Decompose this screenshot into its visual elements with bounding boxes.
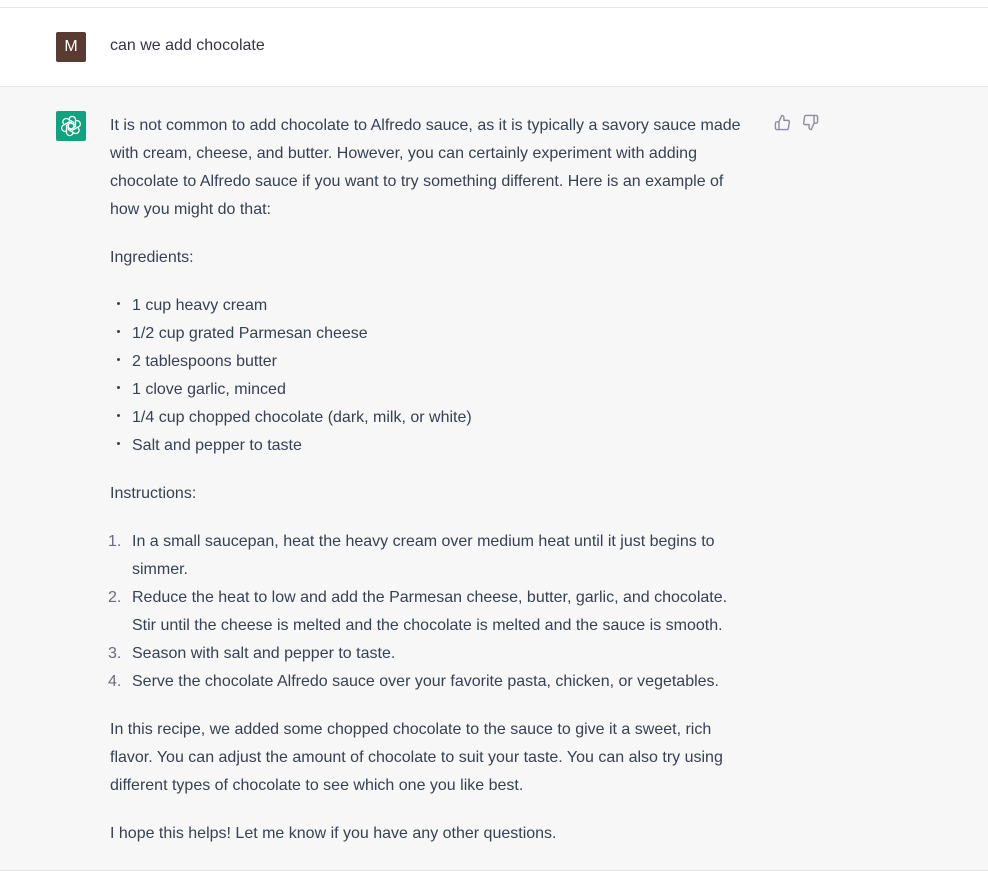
feedback-buttons xyxy=(773,113,819,131)
thumbs-down-icon xyxy=(802,114,819,131)
list-item: 1/2 cup grated Parmesan cheese xyxy=(110,320,750,348)
ingredients-heading: Ingredients: xyxy=(110,249,194,266)
list-item xyxy=(110,584,750,640)
explanation-paragraph: In this recipe, we added some chopped chocolate to the sauce to give it a sweet, rich flavor. You can adjust the amount of chocolate to suit your taste. You can also try using different types of chocolate to see which one you like best. xyxy=(110,721,723,794)
list-item: 1/4 cup chopped chocolate (dark, milk, or white) xyxy=(110,404,750,432)
openai-logo-icon xyxy=(60,115,82,137)
list-number: 3. xyxy=(108,645,122,662)
closing-paragraph: I hope this helps! Let me know if you have any other questions. xyxy=(110,825,557,842)
intro-paragraph: It is not common to add chocolate to Alfredo sauce, as it is typically a savory sauce made with cream, cheese, and butter. However, you can certainly experiment with adding chocolate to Alfredo sauce if you want to try something different. Here is an example of how you might do that: xyxy=(110,117,741,218)
list-item-text: In a small saucepan, heat the heavy cream over medium heat until it just begins to simmer. xyxy=(132,533,715,578)
user-avatar: M xyxy=(56,32,86,62)
list-number: 4. xyxy=(108,673,122,690)
list-number: 1. xyxy=(108,533,122,550)
list-item: 1 cup heavy cream xyxy=(110,292,750,320)
thumbs-down-button[interactable] xyxy=(801,113,819,131)
list-item xyxy=(110,640,750,668)
list-item: 2 tablespoons butter xyxy=(110,348,750,376)
assistant-message-content xyxy=(110,112,750,868)
user-message-text: can we add chocolate xyxy=(110,37,265,54)
list-item: 1 clove garlic, minced xyxy=(110,376,750,404)
thumbs-up-icon xyxy=(774,114,791,131)
list-item-text: Serve the chocolate Alfredo sauce over your favorite pasta, chicken, or vegetables. xyxy=(132,673,719,690)
assistant-message-row xyxy=(0,87,988,871)
list-item: Salt and pepper to taste xyxy=(110,432,750,460)
list-item xyxy=(110,528,750,584)
assistant-avatar xyxy=(56,111,86,141)
instructions-heading: Instructions: xyxy=(110,485,197,502)
list-number: 2. xyxy=(108,589,122,606)
list-item-text: Season with salt and pepper to taste. xyxy=(132,645,396,662)
thumbs-up-button[interactable] xyxy=(773,113,791,131)
ingredients-list xyxy=(110,292,750,460)
list-item-text: Reduce the heat to low and add the Parmesan cheese, butter, garlic, and chocolate. Stir until the cheese is melted and the chocolate is melted and the sauce is smooth. xyxy=(132,589,728,634)
user-message-row xyxy=(0,8,988,87)
instructions-list xyxy=(110,528,750,696)
list-item xyxy=(110,668,750,696)
